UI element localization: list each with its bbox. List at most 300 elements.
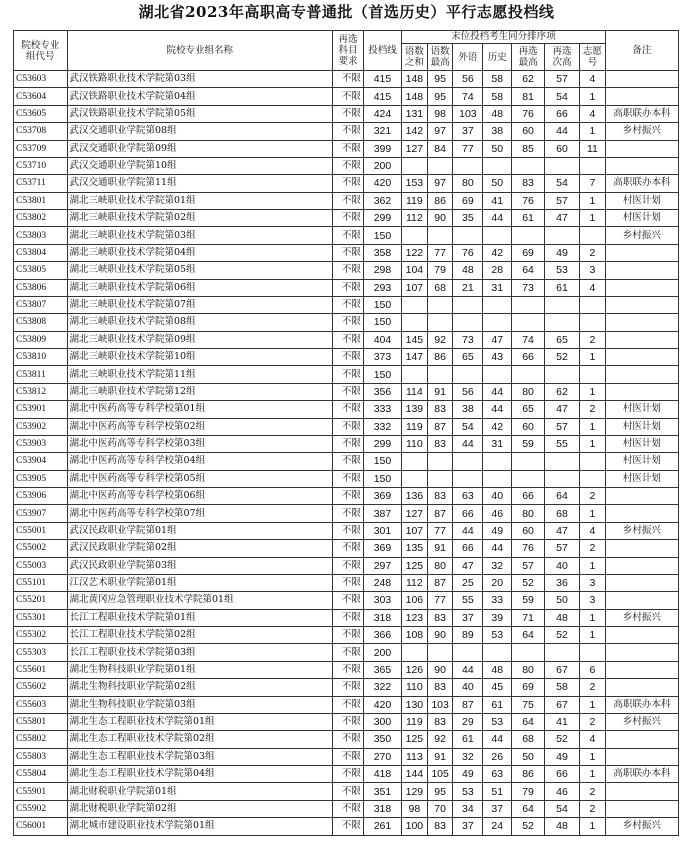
group-name-cell: 长江工程职业技术学院第01组 xyxy=(67,609,333,626)
subject-requirement-cell: 不限 xyxy=(333,627,364,644)
foreign-language-cell: 53 xyxy=(453,783,483,800)
note-cell xyxy=(605,644,678,661)
history-cell: 53 xyxy=(483,627,512,644)
group-code-cell: C55902 xyxy=(14,800,68,817)
group-name-cell: 长江工程职业技术学院第03组 xyxy=(67,644,333,661)
foreign-language-cell: 76 xyxy=(453,244,483,261)
history-cell: 48 xyxy=(483,105,512,122)
elective-highest-cell: 69 xyxy=(512,679,545,696)
sum-chinese-math-cell xyxy=(402,366,428,383)
elective-highest-cell: 76 xyxy=(512,192,545,209)
group-code-cell: C53807 xyxy=(14,296,68,313)
note-cell xyxy=(605,557,678,574)
note-cell xyxy=(605,488,678,505)
history-cell xyxy=(483,296,512,313)
subject-requirement-cell: 不限 xyxy=(333,731,364,748)
table-row xyxy=(14,105,679,122)
note-cell xyxy=(605,296,678,313)
group-name-cell: 湖北财税职业学院第01组 xyxy=(67,783,333,800)
table-row xyxy=(14,644,679,661)
max-chinese-math-cell: 90 xyxy=(427,210,453,227)
foreign-language-cell: 55 xyxy=(453,592,483,609)
elective-second-cell: 50 xyxy=(545,592,580,609)
choice-number-cell: 1 xyxy=(580,748,606,765)
max-chinese-math-cell: 98 xyxy=(427,105,453,122)
max-chinese-math-cell xyxy=(427,453,453,470)
history-cell: 31 xyxy=(483,435,512,452)
foreign-language-cell: 74 xyxy=(453,88,483,105)
header-note: 备注 xyxy=(605,31,678,71)
header-code: 院校专业组代号 xyxy=(14,31,68,71)
group-name-cell: 湖北三峡职业技术学院第02组 xyxy=(67,210,333,227)
group-name-cell: 湖北三峡职业技术学院第07组 xyxy=(67,296,333,313)
cutoff-score-cell: 248 xyxy=(363,574,401,591)
group-name-cell: 武汉铁路职业技术学院第03组 xyxy=(67,71,333,88)
note-cell xyxy=(605,349,678,366)
foreign-language-cell: 54 xyxy=(453,418,483,435)
table-row xyxy=(14,401,679,418)
group-code-cell: C55301 xyxy=(14,609,68,626)
group-code-cell: C55802 xyxy=(14,731,68,748)
group-name-cell: 武汉铁路职业技术学院第05组 xyxy=(67,105,333,122)
table-row xyxy=(14,574,679,591)
group-code-cell: C53710 xyxy=(14,157,68,174)
sum-chinese-math-cell: 107 xyxy=(402,279,428,296)
subject-requirement-cell: 不限 xyxy=(333,175,364,192)
group-code-cell: C53806 xyxy=(14,279,68,296)
elective-highest-cell xyxy=(512,157,545,174)
cutoff-score-cell: 365 xyxy=(363,661,401,678)
sum-chinese-math-cell: 147 xyxy=(402,349,428,366)
max-chinese-math-cell: 95 xyxy=(427,71,453,88)
choice-number-cell: 2 xyxy=(580,244,606,261)
group-code-cell: C53801 xyxy=(14,192,68,209)
group-code-cell: C53905 xyxy=(14,470,68,487)
elective-second-cell: 48 xyxy=(545,818,580,835)
max-chinese-math-cell: 80 xyxy=(427,557,453,574)
elective-highest-cell: 52 xyxy=(512,818,545,835)
elective-highest-cell: 65 xyxy=(512,401,545,418)
foreign-language-cell: 35 xyxy=(453,210,483,227)
elective-second-cell: 54 xyxy=(545,88,580,105)
foreign-language-cell xyxy=(453,453,483,470)
group-code-cell: C53605 xyxy=(14,105,68,122)
foreign-language-cell: 56 xyxy=(453,71,483,88)
cutoff-score-cell: 420 xyxy=(363,696,401,713)
elective-second-cell: 47 xyxy=(545,522,580,539)
header-name: 院校专业组名称 xyxy=(67,31,333,71)
group-code-cell: C55003 xyxy=(14,557,68,574)
elective-second-cell: 57 xyxy=(545,71,580,88)
foreign-language-cell xyxy=(453,296,483,313)
sum-chinese-math-cell: 126 xyxy=(402,661,428,678)
history-cell: 44 xyxy=(483,210,512,227)
history-cell: 46 xyxy=(483,505,512,522)
note-cell xyxy=(605,366,678,383)
subject-requirement-cell: 不限 xyxy=(333,279,364,296)
subject-requirement-cell: 不限 xyxy=(333,696,364,713)
choice-number-cell: 2 xyxy=(580,488,606,505)
elective-second-cell: 49 xyxy=(545,748,580,765)
sum-chinese-math-cell: 98 xyxy=(402,800,428,817)
table-row xyxy=(14,800,679,817)
note-cell: 高职联办本科 xyxy=(605,696,678,713)
group-name-cell: 湖北生态工程职业技术学院第02组 xyxy=(67,731,333,748)
group-code-cell: C53907 xyxy=(14,505,68,522)
group-code-cell: C55603 xyxy=(14,696,68,713)
elective-second-cell: 60 xyxy=(545,140,580,157)
foreign-language-cell: 34 xyxy=(453,800,483,817)
max-chinese-math-cell: 79 xyxy=(427,262,453,279)
cutoff-score-cell: 150 xyxy=(363,470,401,487)
table-row xyxy=(14,522,679,539)
sum-chinese-math-cell xyxy=(402,157,428,174)
choice-number-cell: 4 xyxy=(580,522,606,539)
group-code-cell: C55201 xyxy=(14,592,68,609)
group-name-cell: 湖北三峡职业技术学院第10组 xyxy=(67,349,333,366)
choice-number-cell: 11 xyxy=(580,140,606,157)
elective-second-cell: 44 xyxy=(545,123,580,140)
elective-second-cell xyxy=(545,227,580,244)
note-cell xyxy=(605,731,678,748)
choice-number-cell: 1 xyxy=(580,88,606,105)
subject-requirement-cell: 不限 xyxy=(333,71,364,88)
note-cell: 村医计划 xyxy=(605,192,678,209)
sum-chinese-math-cell: 127 xyxy=(402,140,428,157)
elective-second-cell: 48 xyxy=(545,609,580,626)
choice-number-cell: 1 xyxy=(580,210,606,227)
group-name-cell: 湖北生态工程职业技术学院第03组 xyxy=(67,748,333,765)
subject-requirement-cell: 不限 xyxy=(333,296,364,313)
foreign-language-cell: 87 xyxy=(453,696,483,713)
foreign-language-cell: 32 xyxy=(453,748,483,765)
history-cell: 58 xyxy=(483,88,512,105)
max-chinese-math-cell: 83 xyxy=(427,488,453,505)
subject-requirement-cell: 不限 xyxy=(333,383,364,400)
history-cell: 28 xyxy=(483,262,512,279)
history-cell: 26 xyxy=(483,748,512,765)
table-row xyxy=(14,679,679,696)
group-code-cell: C55002 xyxy=(14,540,68,557)
table-row xyxy=(14,818,679,835)
group-name-cell: 武汉交通职业学院第10组 xyxy=(67,157,333,174)
elective-highest-cell: 60 xyxy=(512,123,545,140)
history-cell: 24 xyxy=(483,818,512,835)
cutoff-score-cell: 150 xyxy=(363,296,401,313)
table-row xyxy=(14,279,679,296)
note-cell: 高职联办本科 xyxy=(605,175,678,192)
elective-highest-cell: 64 xyxy=(512,800,545,817)
elective-second-cell: 68 xyxy=(545,505,580,522)
elective-highest-cell: 64 xyxy=(512,713,545,730)
group-name-cell: 湖北中医药高等专科学校第01组 xyxy=(67,401,333,418)
history-cell: 42 xyxy=(483,418,512,435)
table-row xyxy=(14,262,679,279)
cutoff-score-cell: 369 xyxy=(363,488,401,505)
max-chinese-math-cell: 103 xyxy=(427,696,453,713)
history-cell: 51 xyxy=(483,783,512,800)
note-cell: 高职联办本科 xyxy=(605,105,678,122)
choice-number-cell: 6 xyxy=(580,661,606,678)
max-chinese-math-cell: 91 xyxy=(427,748,453,765)
elective-second-cell xyxy=(545,296,580,313)
foreign-language-cell xyxy=(453,470,483,487)
subject-requirement-cell: 不限 xyxy=(333,366,364,383)
subject-requirement-cell: 不限 xyxy=(333,244,364,261)
sum-chinese-math-cell: 144 xyxy=(402,766,428,783)
table-row xyxy=(14,314,679,331)
max-chinese-math-cell xyxy=(427,296,453,313)
foreign-language-cell: 103 xyxy=(453,105,483,122)
group-name-cell: 湖北三峡职业技术学院第11组 xyxy=(67,366,333,383)
history-cell: 44 xyxy=(483,540,512,557)
max-chinese-math-cell: 83 xyxy=(427,818,453,835)
max-chinese-math-cell: 77 xyxy=(427,592,453,609)
choice-number-cell: 1 xyxy=(580,349,606,366)
max-chinese-math-cell xyxy=(427,157,453,174)
elective-highest-cell: 66 xyxy=(512,349,545,366)
cutoff-score-cell: 332 xyxy=(363,418,401,435)
note-cell xyxy=(605,748,678,765)
note-cell xyxy=(605,314,678,331)
elective-second-cell: 58 xyxy=(545,679,580,696)
group-name-cell: 湖北三峡职业技术学院第06组 xyxy=(67,279,333,296)
group-code-cell: C53805 xyxy=(14,262,68,279)
group-code-cell: C53812 xyxy=(14,383,68,400)
elective-highest-cell: 57 xyxy=(512,557,545,574)
group-name-cell: 湖北中医药高等专科学校第02组 xyxy=(67,418,333,435)
cutoff-score-cell: 373 xyxy=(363,349,401,366)
group-name-cell: 湖北中医药高等专科学校第04组 xyxy=(67,453,333,470)
group-code-cell: C55804 xyxy=(14,766,68,783)
group-name-cell: 湖北生态工程职业技术学院第04组 xyxy=(67,766,333,783)
note-cell xyxy=(605,592,678,609)
note-cell: 村医计划 xyxy=(605,418,678,435)
history-cell: 20 xyxy=(483,574,512,591)
max-chinese-math-cell: 95 xyxy=(427,783,453,800)
choice-number-cell: 1 xyxy=(580,818,606,835)
header-sub: 外语 xyxy=(453,44,483,71)
subject-requirement-cell: 不限 xyxy=(333,349,364,366)
foreign-language-cell: 21 xyxy=(453,279,483,296)
group-name-cell: 湖北财税职业学院第02组 xyxy=(67,800,333,817)
history-cell: 31 xyxy=(483,279,512,296)
foreign-language-cell: 37 xyxy=(453,609,483,626)
history-cell: 45 xyxy=(483,679,512,696)
elective-highest-cell: 73 xyxy=(512,279,545,296)
choice-number-cell: 2 xyxy=(580,679,606,696)
subject-requirement-cell: 不限 xyxy=(333,505,364,522)
header-score: 投档线 xyxy=(363,31,401,71)
max-chinese-math-cell: 87 xyxy=(427,505,453,522)
choice-number-cell: 1 xyxy=(580,383,606,400)
table-row xyxy=(14,557,679,574)
history-cell: 50 xyxy=(483,175,512,192)
elective-second-cell: 66 xyxy=(545,105,580,122)
history-cell: 41 xyxy=(483,192,512,209)
history-cell: 38 xyxy=(483,123,512,140)
group-code-cell: C53901 xyxy=(14,401,68,418)
choice-number-cell: 2 xyxy=(580,540,606,557)
elective-highest-cell: 74 xyxy=(512,331,545,348)
history-cell xyxy=(483,366,512,383)
sum-chinese-math-cell: 148 xyxy=(402,88,428,105)
note-cell: 乡村振兴 xyxy=(605,123,678,140)
elective-highest-cell: 85 xyxy=(512,140,545,157)
foreign-language-cell xyxy=(453,157,483,174)
foreign-language-cell: 25 xyxy=(453,574,483,591)
history-cell xyxy=(483,227,512,244)
subject-requirement-cell: 不限 xyxy=(333,713,364,730)
elective-highest-cell: 60 xyxy=(512,522,545,539)
elective-highest-cell: 62 xyxy=(512,71,545,88)
group-code-cell: C55302 xyxy=(14,627,68,644)
group-code-cell: C53811 xyxy=(14,366,68,383)
note-cell xyxy=(605,679,678,696)
subject-requirement-cell: 不限 xyxy=(333,314,364,331)
table-row xyxy=(14,627,679,644)
cutoff-score-cell: 333 xyxy=(363,401,401,418)
elective-second-cell: 62 xyxy=(545,383,580,400)
elective-highest-cell: 66 xyxy=(512,488,545,505)
group-name-cell: 湖北三峡职业技术学院第05组 xyxy=(67,262,333,279)
foreign-language-cell xyxy=(453,314,483,331)
group-code-cell: C53803 xyxy=(14,227,68,244)
choice-number-cell: 3 xyxy=(580,262,606,279)
foreign-language-cell: 73 xyxy=(453,331,483,348)
choice-number-cell: 1 xyxy=(580,609,606,626)
group-code-cell: C53604 xyxy=(14,88,68,105)
page-title: 湖北省2023年高职高专普通批（首选历史）平行志愿投档线 xyxy=(138,3,555,21)
elective-highest-cell xyxy=(512,366,545,383)
table-row xyxy=(14,331,679,348)
choice-number-cell xyxy=(580,314,606,331)
max-chinese-math-cell: 84 xyxy=(427,140,453,157)
table-row xyxy=(14,713,679,730)
header-requirement: 再选科目要求 xyxy=(333,31,364,71)
group-code-cell: C55601 xyxy=(14,661,68,678)
max-chinese-math-cell: 92 xyxy=(427,731,453,748)
max-chinese-math-cell: 90 xyxy=(427,661,453,678)
elective-second-cell: 66 xyxy=(545,766,580,783)
elective-highest-cell: 61 xyxy=(512,210,545,227)
note-cell: 村医计划 xyxy=(605,210,678,227)
group-code-cell: C55803 xyxy=(14,748,68,765)
cutoff-score-cell: 300 xyxy=(363,713,401,730)
cutoff-score-cell: 299 xyxy=(363,210,401,227)
table-row xyxy=(14,470,679,487)
history-cell: 32 xyxy=(483,557,512,574)
cutoff-score-cell: 303 xyxy=(363,592,401,609)
sum-chinese-math-cell: 123 xyxy=(402,609,428,626)
elective-highest-cell xyxy=(512,227,545,244)
cutoff-score-cell: 150 xyxy=(363,366,401,383)
elective-highest-cell xyxy=(512,644,545,661)
subject-requirement-cell: 不限 xyxy=(333,453,364,470)
cutoff-score-cell: 387 xyxy=(363,505,401,522)
group-code-cell: C55801 xyxy=(14,713,68,730)
note-cell: 村医计划 xyxy=(605,470,678,487)
choice-number-cell: 1 xyxy=(580,435,606,452)
max-chinese-math-cell: 97 xyxy=(427,123,453,140)
subject-requirement-cell: 不限 xyxy=(333,800,364,817)
subject-requirement-cell: 不限 xyxy=(333,435,364,452)
choice-number-cell: 1 xyxy=(580,696,606,713)
choice-number-cell: 2 xyxy=(580,401,606,418)
group-name-cell: 武汉民政职业学院第02组 xyxy=(67,540,333,557)
cutoff-score-cell: 150 xyxy=(363,227,401,244)
sum-chinese-math-cell: 104 xyxy=(402,262,428,279)
elective-highest-cell: 71 xyxy=(512,609,545,626)
table-row xyxy=(14,157,679,174)
elective-highest-cell: 52 xyxy=(512,574,545,591)
sum-chinese-math-cell xyxy=(402,453,428,470)
history-cell: 43 xyxy=(483,349,512,366)
choice-number-cell: 4 xyxy=(580,71,606,88)
elective-second-cell: 49 xyxy=(545,244,580,261)
sum-chinese-math-cell: 127 xyxy=(402,505,428,522)
choice-number-cell xyxy=(580,366,606,383)
cutoff-score-cell: 299 xyxy=(363,435,401,452)
group-name-cell: 长江工程职业技术学院第02组 xyxy=(67,627,333,644)
history-cell: 33 xyxy=(483,592,512,609)
subject-requirement-cell: 不限 xyxy=(333,661,364,678)
elective-second-cell: 52 xyxy=(545,731,580,748)
group-code-cell: C55303 xyxy=(14,644,68,661)
cutoff-score-cell: 298 xyxy=(363,262,401,279)
group-code-cell: C53711 xyxy=(14,175,68,192)
group-code-cell: C53708 xyxy=(14,123,68,140)
choice-number-cell: 3 xyxy=(580,592,606,609)
history-cell: 50 xyxy=(483,140,512,157)
group-name-cell: 武汉民政职业学院第03组 xyxy=(67,557,333,574)
history-cell: 44 xyxy=(483,401,512,418)
table-row xyxy=(14,783,679,800)
sum-chinese-math-cell: 125 xyxy=(402,557,428,574)
table-row xyxy=(14,123,679,140)
elective-highest-cell: 80 xyxy=(512,505,545,522)
note-cell xyxy=(605,540,678,557)
sum-chinese-math-cell: 107 xyxy=(402,522,428,539)
group-name-cell: 湖北黄冈应急管理职业技术学院第01组 xyxy=(67,592,333,609)
foreign-language-cell: 44 xyxy=(453,522,483,539)
history-cell: 39 xyxy=(483,609,512,626)
subject-requirement-cell: 不限 xyxy=(333,679,364,696)
sum-chinese-math-cell: 148 xyxy=(402,71,428,88)
history-cell: 44 xyxy=(483,731,512,748)
note-cell xyxy=(605,505,678,522)
foreign-language-cell: 65 xyxy=(453,349,483,366)
note-cell xyxy=(605,661,678,678)
note-cell xyxy=(605,800,678,817)
elective-second-cell: 54 xyxy=(545,800,580,817)
choice-number-cell: 1 xyxy=(580,557,606,574)
max-chinese-math-cell: 86 xyxy=(427,192,453,209)
sum-chinese-math-cell xyxy=(402,470,428,487)
elective-second-cell xyxy=(545,470,580,487)
group-code-cell: C53709 xyxy=(14,140,68,157)
group-name-cell: 湖北三峡职业技术学院第09组 xyxy=(67,331,333,348)
history-cell: 49 xyxy=(483,522,512,539)
elective-second-cell: 53 xyxy=(545,262,580,279)
sum-chinese-math-cell: 131 xyxy=(402,105,428,122)
group-code-cell: C53804 xyxy=(14,244,68,261)
cutoff-score-cell: 351 xyxy=(363,783,401,800)
max-chinese-math-cell: 91 xyxy=(427,383,453,400)
history-cell: 44 xyxy=(483,383,512,400)
subject-requirement-cell: 不限 xyxy=(333,557,364,574)
history-cell xyxy=(483,157,512,174)
